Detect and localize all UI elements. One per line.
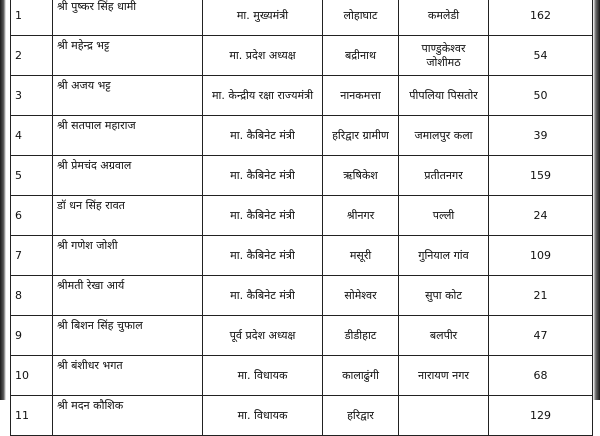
location-cell: बलपीर bbox=[399, 316, 489, 356]
designation-cell: मा. प्रदेश अध्यक्ष bbox=[203, 36, 323, 76]
constituency-cell: डीडीहाट bbox=[323, 316, 399, 356]
serial-number-cell: 10 bbox=[11, 356, 53, 396]
name-cell: श्री प्रेमचंद अग्रवाल bbox=[53, 156, 203, 196]
location-cell: पाण्डुकेश्वर जोशीमठ bbox=[399, 36, 489, 76]
table-row bbox=[11, 236, 593, 276]
table-row bbox=[11, 316, 593, 356]
location-cell: पल्ली bbox=[399, 196, 489, 236]
designation-cell: मा. कैबिनेट मंत्री bbox=[203, 276, 323, 316]
constituency-cell: लोहाघाट bbox=[323, 0, 399, 36]
table-row bbox=[11, 0, 593, 36]
constituency-cell: कालाढुंगी bbox=[323, 356, 399, 396]
table-row bbox=[11, 36, 593, 76]
designation-cell: मा. विधायक bbox=[203, 396, 323, 436]
name-cell: श्री मदन कौशिक bbox=[53, 396, 203, 436]
name-cell: श्री बिशन सिंह चुफाल bbox=[53, 316, 203, 356]
number-cell: 39 bbox=[489, 116, 593, 156]
location-cell: गुनियाल गांव bbox=[399, 236, 489, 276]
table-row bbox=[11, 356, 593, 396]
number-cell: 129 bbox=[489, 396, 593, 436]
serial-number-cell: 4 bbox=[11, 116, 53, 156]
number-cell: 68 bbox=[489, 356, 593, 396]
constituency-cell: बद्रीनाथ bbox=[323, 36, 399, 76]
designation-cell: मा. केन्द्रीय रक्षा राज्यमंत्री bbox=[203, 76, 323, 116]
scan-shadow-right bbox=[593, 0, 600, 400]
location-cell: प्रतीतनगर bbox=[399, 156, 489, 196]
designation-cell: मा. मुख्यमंत्री bbox=[203, 0, 323, 36]
name-cell: श्री अजय भट्ट bbox=[53, 76, 203, 116]
scan-shadow-left bbox=[0, 0, 6, 400]
serial-number-cell: 2 bbox=[11, 36, 53, 76]
serial-number-cell: 9 bbox=[11, 316, 53, 356]
name-cell: डॉ धन सिंह रावत bbox=[53, 196, 203, 236]
name-cell: श्री सतपाल महाराज bbox=[53, 116, 203, 156]
designation-cell: मा. विधायक bbox=[203, 356, 323, 396]
location-cell: जमालपुर कला bbox=[399, 116, 489, 156]
number-cell: 21 bbox=[489, 276, 593, 316]
table-body bbox=[11, 0, 593, 436]
serial-number-cell: 8 bbox=[11, 276, 53, 316]
constituency-cell: हरिद्वार bbox=[323, 396, 399, 436]
designation-cell: मा. कैबिनेट मंत्री bbox=[203, 156, 323, 196]
number-cell: 162 bbox=[489, 0, 593, 36]
serial-number-cell: 3 bbox=[11, 76, 53, 116]
serial-number-cell: 6 bbox=[11, 196, 53, 236]
location-cell: पीपलिया पिसतोर bbox=[399, 76, 489, 116]
table-row bbox=[11, 196, 593, 236]
serial-number-cell: 1 bbox=[11, 0, 53, 36]
name-cell: श्री गणेश जोशी bbox=[53, 236, 203, 276]
constituency-cell: सोमेश्वर bbox=[323, 276, 399, 316]
constituency-cell: हरिद्वार ग्रामीण bbox=[323, 116, 399, 156]
designation-cell: मा. कैबिनेट मंत्री bbox=[203, 236, 323, 276]
serial-number-cell: 5 bbox=[11, 156, 53, 196]
constituency-cell: श्रीनगर bbox=[323, 196, 399, 236]
constituency-cell: मसूरी bbox=[323, 236, 399, 276]
location-cell: कमलेडी bbox=[399, 0, 489, 36]
designation-cell: पूर्व प्रदेश अध्यक्ष bbox=[203, 316, 323, 356]
number-cell: 54 bbox=[489, 36, 593, 76]
name-cell: श्री महेन्द्र भट्ट bbox=[53, 36, 203, 76]
table-row bbox=[11, 76, 593, 116]
location-cell: नारायण नगर bbox=[399, 356, 489, 396]
number-cell: 47 bbox=[489, 316, 593, 356]
name-cell: श्री बंशीधर भगत bbox=[53, 356, 203, 396]
designation-cell: मा. कैबिनेट मंत्री bbox=[203, 196, 323, 236]
name-cell: श्रीमती रेखा आर्य bbox=[53, 276, 203, 316]
table-row bbox=[11, 156, 593, 196]
location-cell: सुपा कोट bbox=[399, 276, 489, 316]
designation-cell: मा. कैबिनेट मंत्री bbox=[203, 116, 323, 156]
program-table bbox=[10, 0, 593, 436]
serial-number-cell: 7 bbox=[11, 236, 53, 276]
constituency-cell: नानकमत्ता bbox=[323, 76, 399, 116]
serial-number-cell: 11 bbox=[11, 396, 53, 436]
number-cell: 109 bbox=[489, 236, 593, 276]
number-cell: 159 bbox=[489, 156, 593, 196]
number-cell: 50 bbox=[489, 76, 593, 116]
table-row bbox=[11, 396, 593, 436]
location-cell bbox=[399, 396, 489, 436]
name-cell: श्री पुष्कर सिंह धामी bbox=[53, 0, 203, 36]
table-row bbox=[11, 116, 593, 156]
constituency-cell: ऋषिकेश bbox=[323, 156, 399, 196]
number-cell: 24 bbox=[489, 196, 593, 236]
table-row bbox=[11, 276, 593, 316]
